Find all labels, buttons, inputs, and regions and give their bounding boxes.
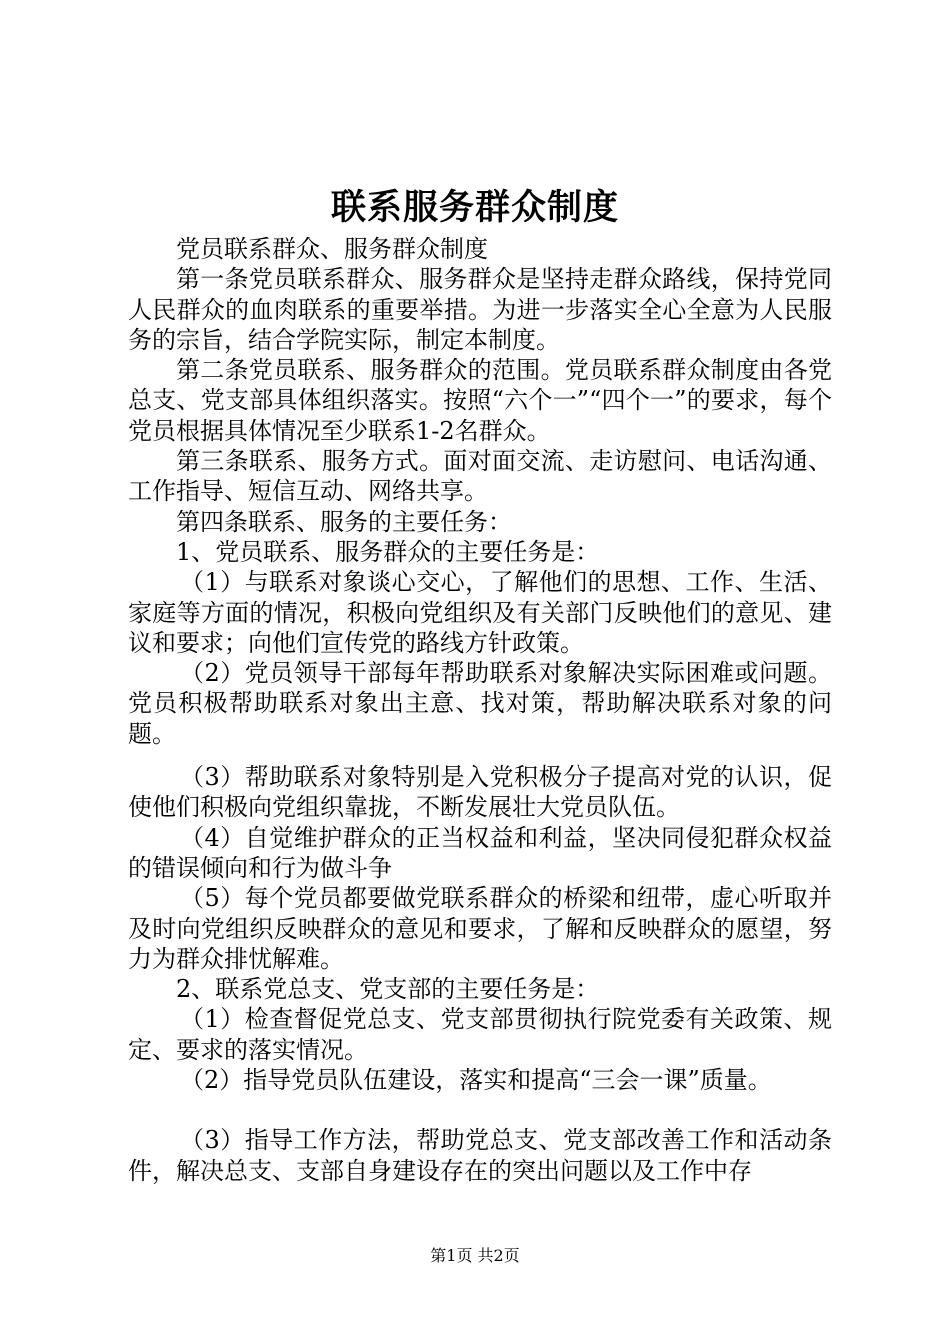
paragraph-article-1: 第一条党员联系群众、服务群众是坚持走群众路线，保持党同人民群众的血肉联系的重要举措。为进一步落实全心全意为人民服务的宗旨，结合学院实际，制定本制度。 [128,265,832,354]
paragraph-task-1-item-2: （2）党员领导干部每年帮助联系对象解决实际困难或问题。党员积极帮助联系对象出主意、找对策，帮助解决联系对象的问题。 [128,659,832,748]
paragraph-task-1-item-1: （1）与联系对象谈心交心，了解他们的思想、工作、生活、家庭等方面的情况，积极向党组织及有关部门反映他们的意见、建议和要求；向他们宣传党的路线方针政策。 [128,568,832,657]
paragraph-task-1-item-4: （4）自觉维护群众的正当权益和利益，坚决同侵犯群众权益的错误倾向和行为做斗争 [128,823,832,882]
page-number-footer: 第1页 共2页 [430,1246,520,1265]
paragraph-article-2: 第二条党员联系、服务群众的范围。党员联系群众制度由各党总支、党支部具体组织落实。按照“六个一”“四个一”的要求，每个党员根据具体情况至少联系1-2名群众。 [128,356,832,445]
paragraph-task-1-item-3: （3）帮助联系对象特别是入党积极分子提高对党的认识，促使他们积极向党组织靠拢，不断发展壮大党员队伍。 [128,763,832,822]
paragraph-task-2-item-1: （1）检查督促党总支、党支部贯彻执行院党委有关政策、规定、要求的落实情况。 [128,1005,832,1064]
paragraph-subtitle: 党员联系群众、服务群众制度 [176,235,488,263]
paragraph-article-4: 第四条联系、服务的主要任务： [176,507,512,536]
document-title: 联系服务群众制度 [330,187,619,228]
paragraph-task-2-item-3: （3）指导工作方法，帮助党总支、党支部改善工作和活动条件，解决总支、支部自身建设存在的突出问题以及工作中存 [128,1126,832,1185]
paragraph-task-2: 2、联系党总支、党支部的主要任务是： [176,975,600,1004]
paragraph-task-1-item-5: （5）每个党员都要做党联系群众的桥梁和纽带，虚心听取并及时向党组织反映群众的意见和要求，了解和反映群众的愿望，努力为群众排忧解难。 [128,884,832,973]
paragraph-task-2-item-2: （2）指导党员队伍建设，落实和提高“三会一课”质量。 [180,1066,772,1095]
paragraph-task-1: 1、党员联系、服务群众的主要任务是： [176,537,600,566]
paragraph-article-3: 第三条联系、服务方式。面对面交流、走访慰问、电话沟通、工作指导、短信互动、网络共享。 [128,447,832,506]
document-body [128,234,832,1186]
